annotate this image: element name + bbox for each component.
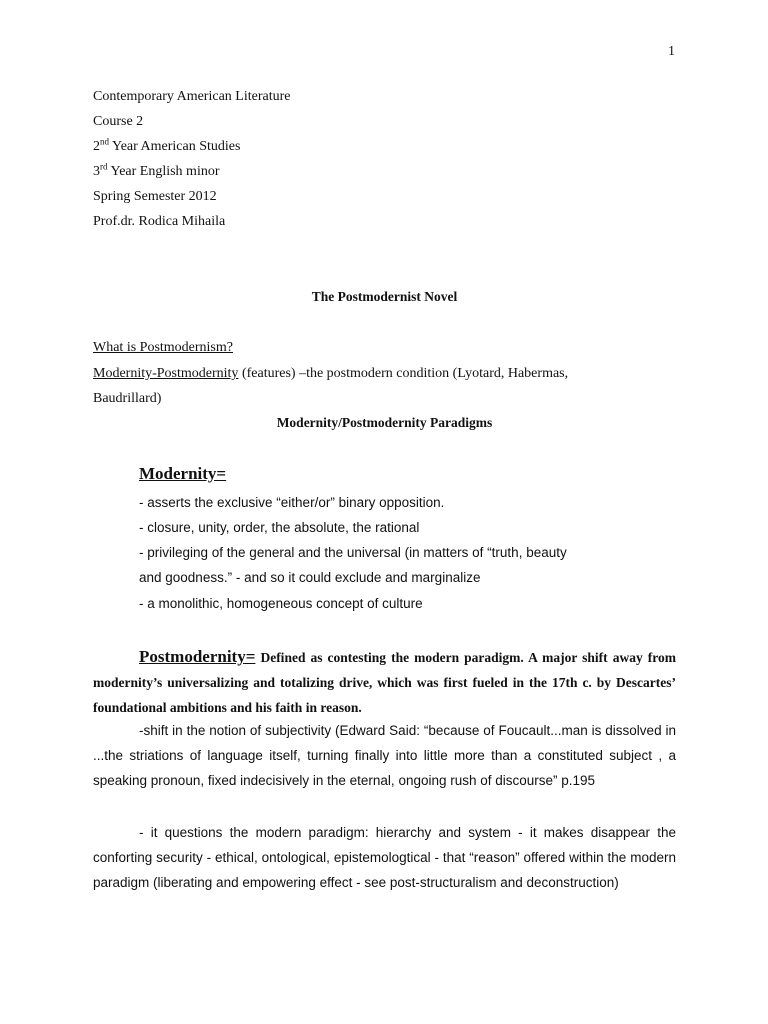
modernity-features-line <box>93 365 568 383</box>
modernity-item: and goodness.” - and so it could exclude and marginalize <box>139 570 481 585</box>
audience-text: Year American Studies <box>109 139 241 154</box>
modernity-features-text: (features) –the postmodern condition (Lyotard, Habermas, <box>238 366 569 381</box>
audience-line-2 <box>93 163 220 181</box>
modernity-item: - a monolithic, homogeneous concept of culture <box>139 596 423 611</box>
year-suffix: rd <box>100 161 108 172</box>
course-number: Course 2 <box>93 114 144 129</box>
year-suffix: nd <box>100 136 109 147</box>
question-heading: What is Postmodernism? <box>93 340 233 355</box>
postmodernity-definition <box>93 644 676 720</box>
modernity-features-line-2: Baudrillard) <box>93 391 162 406</box>
audience-line-1 <box>93 138 240 156</box>
postmodernity-heading: Postmodernity= <box>139 647 256 666</box>
year-number: 3 <box>93 164 100 179</box>
modernity-heading: Modernity= <box>139 464 227 483</box>
course-title: Contemporary American Literature <box>93 89 291 104</box>
modernity-item: - closure, unity, order, the absolute, the rational <box>139 520 420 535</box>
professor: Prof.dr. Rodica Mihaila <box>93 214 226 229</box>
paradigm-question-paragraph: - it questions the modern paradigm: hierarchy and system - it makes disappear the conforting security - ethical, ontological, epistemologtical - that “reason” offered within the modern paradigm (liberating and empowering effect - see post-structuralism and deconstruction) <box>93 825 676 890</box>
document-title: The Postmodernist Novel <box>311 289 458 304</box>
postmodernity-definition-text: Defined as contesting the modern paradigm. A major shift away from modernity’s universalizing and totalizing drive, which was first fueled in the 17th c. by Descartes’ foundational ambitions and his faith in reason. <box>93 650 676 715</box>
year-number: 2 <box>93 139 100 154</box>
paradigms-title: Modernity/Postmodernity Paradigms <box>276 415 493 430</box>
modernity-item: - privileging of the general and the universal (in matters of “truth, beauty <box>139 545 567 560</box>
modernity-item: - asserts the exclusive “either/or” binary opposition. <box>139 495 445 510</box>
page-number: 1 <box>668 44 675 59</box>
subjectivity-paragraph: -shift in the notion of subjectivity (Edward Said: “because of Foucault...man is dissolved in ...the striations of language itself, turning finally into little more than a constituted subject , a speaking pronoun, fixed indecisively in the eternal, ongoing rush of discourse” p.195 <box>93 723 676 788</box>
modernity-link-text: Modernity-Postmodernity <box>93 366 239 381</box>
audience-text: Year English minor <box>107 164 220 179</box>
semester: Spring Semester 2012 <box>93 189 217 204</box>
